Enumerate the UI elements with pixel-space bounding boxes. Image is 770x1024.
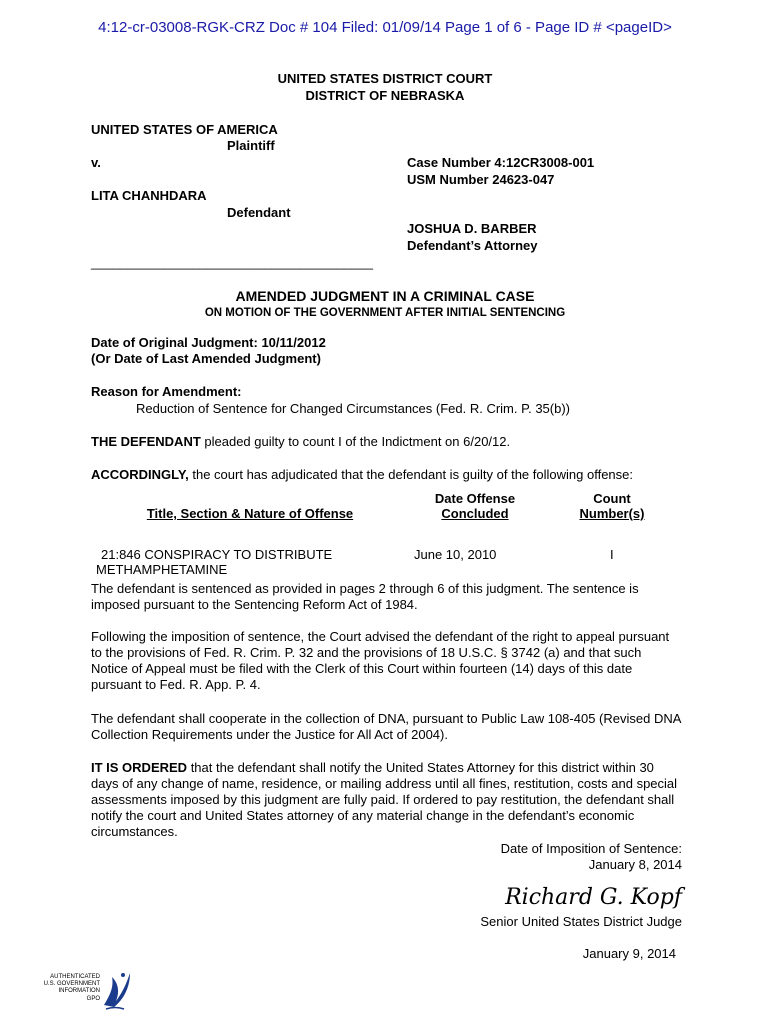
judge-signature: Richard G. Kopf [505,885,682,910]
adjudication-statement [91,467,681,483]
seal-text-2: U.S. GOVERNMENT [43,981,100,987]
reason-text: Reduction of Sentence for Changed Circumstances (Fed. R. Crim. P. 35(b)) [136,401,571,416]
ordered-lead: IT IS ORDERED [91,760,188,775]
court-name: UNITED STATES DISTRICT COURT [277,71,493,86]
header-date-line1: Date Offense [434,491,516,506]
attorney-name: JOSHUA D. BARBER [407,221,537,236]
versus: v. [91,155,101,170]
offense-line2: METHAMPHETAMINE [96,562,228,577]
court-district: DISTRICT OF NEBRASKA [305,88,465,103]
header-date-line2: Concluded [441,506,509,521]
seal-text-3: INFORMATION [58,988,100,994]
offense-line1: 21:846 CONSPIRACY TO DISTRIBUTE [101,547,333,562]
offense-date: June 10, 2010 [414,547,497,562]
original-judgment-date: Date of Original Judgment: 10/11/2012 [91,335,326,350]
plea-lead: THE DEFENDANT [91,434,201,449]
seal-text-4: GPO [86,996,100,1002]
header-count-line1: Count [593,491,631,506]
dna-paragraph: The defendant shall cooperate in the collection of DNA, pursuant to Public Law 108-405 (Revised DNA Collection Requirements under the Justice for All Act of 2004). [91,711,681,742]
seal-text-1: AUTHENTICATED [50,974,100,980]
defendant-role: Defendant [227,205,291,220]
attorney-role: Defendant’s Attorney [407,238,538,253]
judgment-subtitle: ON MOTION OF THE GOVERNMENT AFTER INITIAL SENTENCING [204,307,566,319]
imposition-label: Date of Imposition of Sentence: [500,841,682,856]
ordered-paragraph [91,760,681,840]
signed-date: January 9, 2014 [582,946,676,961]
case-number: Case Number 4:12CR3008-001 [407,155,595,170]
eagle-icon [96,965,136,1013]
imposition-date: January 8, 2014 [588,857,682,872]
judge-title: Senior United States District Judge [480,914,682,929]
adjudication-text: the court has adjudicated that the defendant is guilty of the following offense: [188,467,633,482]
sentence-paragraph: The defendant is sentenced as provided in pages 2 through 6 of this judgment. The sentence is imposed pursuant to the Sentencing Reform Act of 1984. [91,581,639,612]
caption-rule: _______________________________________ [91,255,373,270]
last-amended-judgment: (Or Date of Last Amended Judgment) [91,351,321,366]
appeal-paragraph: Following the imposition of sentence, the Court advised the defendant of the right to appeal pursuant to the provisions of Fed. R. Crim. P. 32 and the provisions of 18 U.S.C. § 3742 (a) and that such Notice of Appeal must be filed with the Clerk of this Court within fourteen (14) days of this date pursuant to Fed. R. App. P. 4. [91,629,670,692]
defendant-name: LITA CHANHDARA [91,188,207,203]
ordered-text: that the defendant shall notify the United States Attorney for this district within 30 days of any change of name, residence, or mailing address until all fines, restitution, costs and special assessments imposed by this judgment are fully paid. If ordered to pay restitution, the defendant shall notify the court and United States attorney of any material change in the defendant’s economic circumstances. [91,760,678,839]
reason-label: Reason for Amendment: [91,384,242,399]
document-header-stamp: 4:12-cr-03008-RGK-CRZ Doc # 104 Filed: 01/09/14 Page 1 of 6 - Page ID # <pageID> [98,19,672,36]
adjudication-lead: ACCORDINGLY, [91,467,189,482]
plaintiff-role: Plaintiff [227,138,275,153]
gpo-authentication-seal [30,965,140,1015]
usm-number: USM Number 24623-047 [407,172,555,187]
judgment-title: AMENDED JUDGMENT IN A CRIMINAL CASE [235,288,535,304]
offense-count: I [610,547,614,562]
plea-statement [91,434,681,450]
plaintiff-name: UNITED STATES OF AMERICA [91,122,278,137]
plea-text: pleaded guilty to count I of the Indictment on 6/20/12. [200,434,511,449]
header-count-line2: Number(s) [579,506,645,521]
header-offense: Title, Section & Nature of Offense [146,506,354,521]
